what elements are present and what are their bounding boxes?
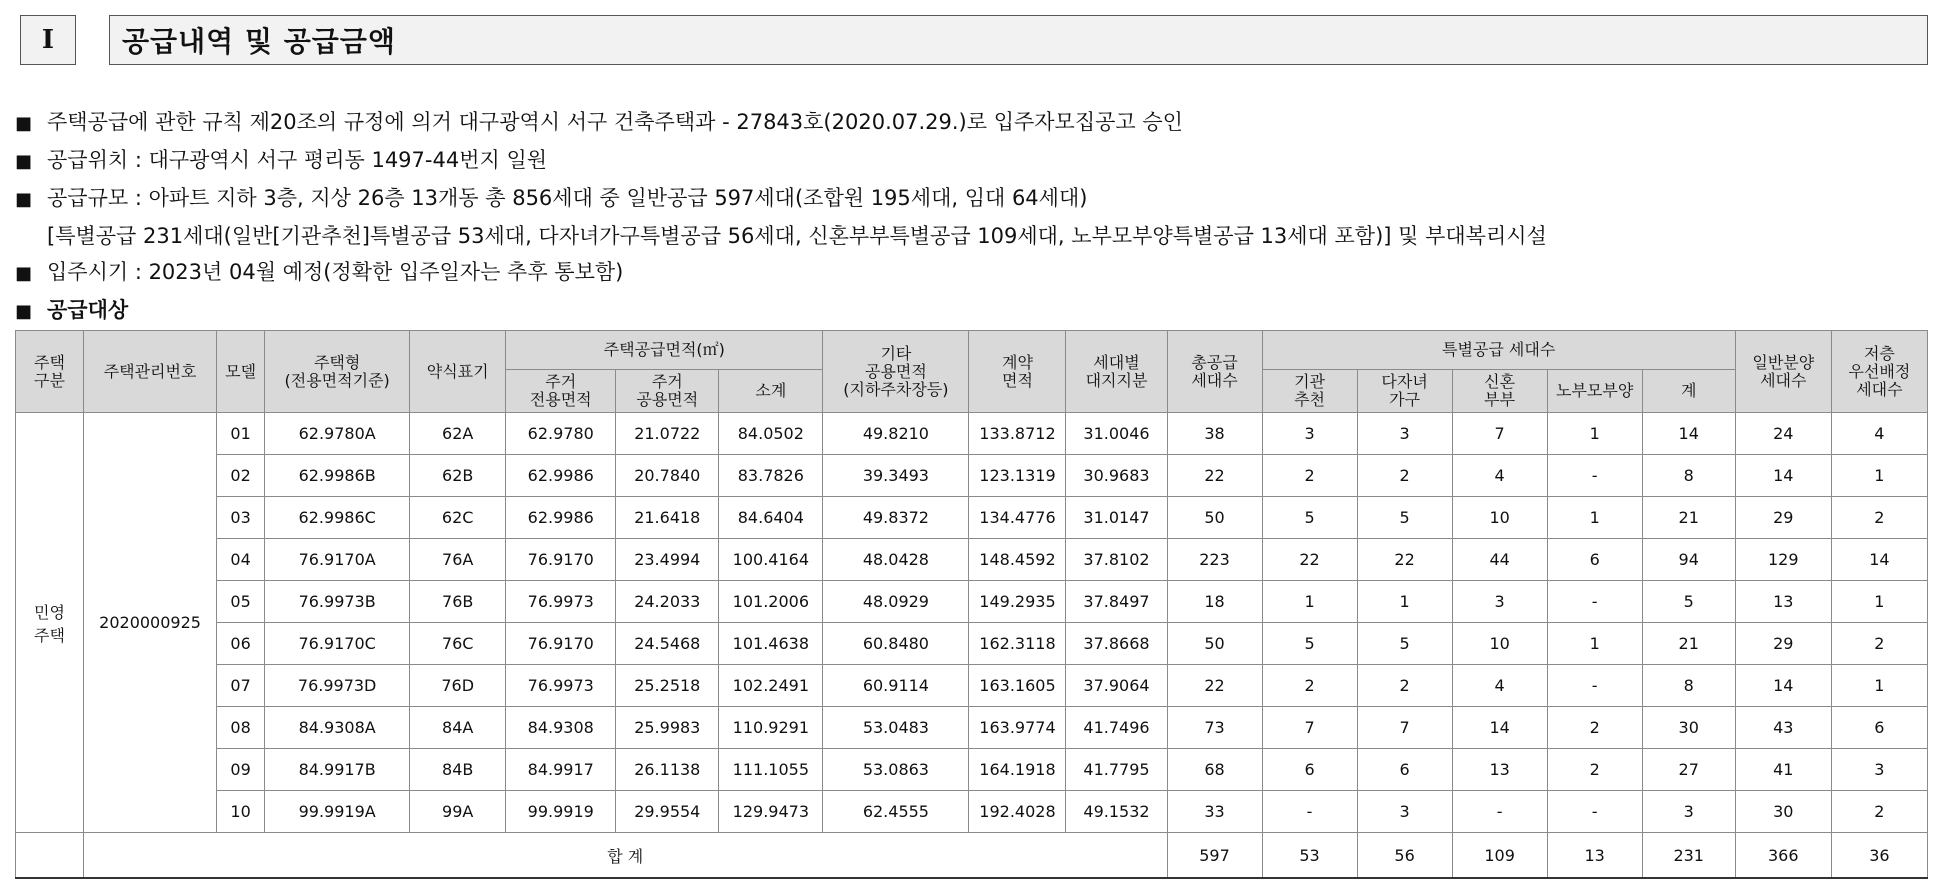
cell-other-common: 53.0483 (823, 707, 969, 749)
cell-house-type: 76.9973B (265, 581, 410, 623)
cell-total-blank (16, 833, 84, 879)
cell-other-common: 49.8372 (823, 497, 969, 539)
col-elder: 노부모부양 (1547, 370, 1642, 413)
cell-newlywed: 14 (1452, 707, 1547, 749)
cell-multi: 7 (1357, 707, 1452, 749)
section-title: 공급내역 및 공급금액 (109, 15, 1928, 65)
cell-contract-area: 133.8712 (969, 413, 1066, 455)
cell-elder: - (1547, 455, 1642, 497)
cell-land-share: 31.0046 (1066, 413, 1167, 455)
cell-house-type: 62.9780A (265, 413, 410, 455)
cell-model: 01 (217, 413, 265, 455)
cell-inst: 2 (1262, 455, 1357, 497)
cell-common: 25.2518 (616, 665, 719, 707)
table-row (16, 791, 1928, 833)
note-text: 입주시기 : 2023년 04월 예정(정확한 입주일자는 추후 통보함) (47, 260, 624, 284)
cell-other-common: 60.8480 (823, 623, 969, 665)
col-general-units: 일반분양 세대수 (1735, 331, 1831, 413)
col-land-share: 세대별 대지지분 (1066, 331, 1167, 413)
cell-exclusive: 76.9973 (506, 581, 616, 623)
cell-contract-area: 192.4028 (969, 791, 1066, 833)
cell-inst: 5 (1262, 497, 1357, 539)
cell-housing-type: 민영 주택 (16, 413, 84, 833)
table-row (16, 539, 1928, 581)
note-text: 공급위치 : 대구광역시 서구 평리동 1497-44번지 일원 (47, 148, 548, 172)
cell-newlywed: 13 (1452, 749, 1547, 791)
cell-total-label: 합 계 (84, 833, 1167, 879)
cell-inst: - (1262, 791, 1357, 833)
col-low-floor: 저층 우선배정 세대수 (1831, 331, 1927, 413)
cell-newlywed: 10 (1452, 497, 1547, 539)
cell-contract-area: 163.9774 (969, 707, 1066, 749)
cell-special-sum: 94 (1642, 539, 1735, 581)
cell-exclusive: 76.9170 (506, 539, 616, 581)
cell-land-share: 41.7795 (1066, 749, 1167, 791)
cell-model: 07 (217, 665, 265, 707)
cell-model: 05 (217, 581, 265, 623)
cell-total-units: 223 (1167, 539, 1262, 581)
table-body (16, 413, 1928, 879)
cell-land-share: 30.9683 (1066, 455, 1167, 497)
cell-land-share: 41.7496 (1066, 707, 1167, 749)
cell-total-special-sum: 231 (1642, 833, 1735, 879)
cell-contract-area: 163.1605 (969, 665, 1066, 707)
cell-low-floor: 14 (1831, 539, 1927, 581)
cell-newlywed: 10 (1452, 623, 1547, 665)
cell-land-share: 37.8102 (1066, 539, 1167, 581)
col-common: 주거 공용면적 (616, 370, 719, 413)
cell-common: 24.5468 (616, 623, 719, 665)
cell-model: 02 (217, 455, 265, 497)
col-total-units: 총공급 세대수 (1167, 331, 1262, 413)
cell-model: 06 (217, 623, 265, 665)
cell-total-inst: 53 (1262, 833, 1357, 879)
cell-multi: 1 (1357, 581, 1452, 623)
cell-low-floor: 1 (1831, 581, 1927, 623)
cell-low-floor: 1 (1831, 455, 1927, 497)
col-model: 모델 (217, 331, 265, 413)
cell-abbr: 76D (410, 665, 506, 707)
cell-general-units: 41 (1735, 749, 1831, 791)
col-exclusive: 주거 전용면적 (506, 370, 616, 413)
cell-contract-area: 149.2935 (969, 581, 1066, 623)
cell-subtotal: 83.7826 (719, 455, 823, 497)
cell-multi: 3 (1357, 791, 1452, 833)
cell-other-common: 48.0929 (823, 581, 969, 623)
cell-other-common: 39.3493 (823, 455, 969, 497)
cell-elder: 2 (1547, 749, 1642, 791)
cell-model: 08 (217, 707, 265, 749)
bullet: ■ (15, 263, 33, 284)
cell-exclusive: 84.9917 (506, 749, 616, 791)
cell-abbr: 76C (410, 623, 506, 665)
cell-model: 04 (217, 539, 265, 581)
cell-subtotal: 100.4164 (719, 539, 823, 581)
cell-inst: 22 (1262, 539, 1357, 581)
col-supply-area: 주택공급면적(㎡) (506, 331, 823, 370)
col-inst: 기관 추천 (1262, 370, 1357, 413)
cell-elder: 1 (1547, 497, 1642, 539)
col-contract-area: 계약 면적 (969, 331, 1066, 413)
cell-exclusive: 62.9986 (506, 497, 616, 539)
cell-total-low-floor: 36 (1831, 833, 1927, 879)
bullet: ■ (15, 151, 33, 172)
cell-common: 29.9554 (616, 791, 719, 833)
cell-elder: - (1547, 581, 1642, 623)
table-header-row (16, 331, 1928, 370)
cell-house-type: 76.9170A (265, 539, 410, 581)
cell-land-share: 37.9064 (1066, 665, 1167, 707)
cell-abbr: 62A (410, 413, 506, 455)
col-newlywed: 신혼 부부 (1452, 370, 1547, 413)
cell-common: 21.0722 (616, 413, 719, 455)
cell-total-multi: 56 (1357, 833, 1452, 879)
table-row (16, 581, 1928, 623)
cell-contract-area: 148.4592 (969, 539, 1066, 581)
cell-other-common: 49.8210 (823, 413, 969, 455)
note-scale (15, 180, 1547, 218)
cell-general-units: 43 (1735, 707, 1831, 749)
cell-exclusive: 76.9170 (506, 623, 616, 665)
cell-multi: 2 (1357, 455, 1452, 497)
table-row (16, 413, 1928, 455)
cell-exclusive: 76.9973 (506, 665, 616, 707)
cell-subtotal: 101.4638 (719, 623, 823, 665)
cell-contract-area: 123.1319 (969, 455, 1066, 497)
cell-newlywed: - (1452, 791, 1547, 833)
cell-abbr: 62C (410, 497, 506, 539)
table-row (16, 623, 1928, 665)
cell-special-sum: 21 (1642, 623, 1735, 665)
cell-land-share: 31.0147 (1066, 497, 1167, 539)
cell-general-units: 29 (1735, 623, 1831, 665)
cell-exclusive: 62.9986 (506, 455, 616, 497)
supply-table (15, 330, 1928, 879)
cell-common: 20.7840 (616, 455, 719, 497)
col-housing-type: 주택 구분 (16, 331, 84, 413)
cell-general-units: 24 (1735, 413, 1831, 455)
cell-elder: - (1547, 665, 1642, 707)
cell-elder: 2 (1547, 707, 1642, 749)
cell-house-type: 99.9919A (265, 791, 410, 833)
cell-inst: 5 (1262, 623, 1357, 665)
cell-multi: 22 (1357, 539, 1452, 581)
cell-total-units: 38 (1167, 413, 1262, 455)
cell-model: 09 (217, 749, 265, 791)
table-row (16, 749, 1928, 791)
cell-model: 03 (217, 497, 265, 539)
cell-mgmt-no: 2020000925 (84, 413, 217, 833)
cell-general-units: 30 (1735, 791, 1831, 833)
table-row (16, 665, 1928, 707)
cell-low-floor: 4 (1831, 413, 1927, 455)
col-other-common: 기타 공용면적 (지하주차장등) (823, 331, 969, 413)
cell-multi: 2 (1357, 665, 1452, 707)
col-multi: 다자녀 가구 (1357, 370, 1452, 413)
cell-multi: 5 (1357, 497, 1452, 539)
table-total-row (16, 833, 1928, 879)
cell-special-sum: 8 (1642, 665, 1735, 707)
cell-subtotal: 111.1055 (719, 749, 823, 791)
cell-total-units: 18 (1167, 581, 1262, 623)
bullet: ■ (15, 113, 33, 134)
col-subtotal: 소계 (719, 370, 823, 413)
cell-exclusive: 62.9780 (506, 413, 616, 455)
cell-newlywed: 44 (1452, 539, 1547, 581)
cell-special-sum: 14 (1642, 413, 1735, 455)
cell-total-units: 73 (1167, 707, 1262, 749)
cell-other-common: 48.0428 (823, 539, 969, 581)
cell-common: 24.2033 (616, 581, 719, 623)
cell-other-common: 60.9114 (823, 665, 969, 707)
cell-general-units: 13 (1735, 581, 1831, 623)
note-move-in (15, 254, 1547, 292)
cell-low-floor: 6 (1831, 707, 1927, 749)
section-number: I (20, 15, 76, 65)
note-text: 주택공급에 관한 규칙 제20조의 규정에 의거 대구광역시 서구 건축주택과 - 27843호(2020.07.29.)로 입주자모집공고 승인 (47, 110, 1183, 134)
table-row (16, 707, 1928, 749)
cell-model: 10 (217, 791, 265, 833)
cell-common: 23.4994 (616, 539, 719, 581)
cell-elder: 1 (1547, 623, 1642, 665)
cell-land-share: 37.8497 (1066, 581, 1167, 623)
cell-subtotal: 84.0502 (719, 413, 823, 455)
note-approval (15, 104, 1547, 142)
cell-abbr: 84B (410, 749, 506, 791)
cell-total-units: 33 (1167, 791, 1262, 833)
cell-elder: - (1547, 791, 1642, 833)
col-house-type: 주택형 (전용면적기준) (265, 331, 410, 413)
cell-subtotal: 110.9291 (719, 707, 823, 749)
col-special-units: 특별공급 세대수 (1262, 331, 1735, 370)
cell-contract-area: 162.3118 (969, 623, 1066, 665)
cell-special-sum: 30 (1642, 707, 1735, 749)
cell-subtotal: 129.9473 (719, 791, 823, 833)
cell-total-units: 22 (1167, 665, 1262, 707)
note-supply-target (15, 292, 1547, 330)
note-text: 공급규모 : 아파트 지하 3층, 지상 26층 13개동 총 856세대 중 일반공급 597세대(조합원 195세대, 임대 64세대) (47, 186, 1088, 210)
cell-common: 21.6418 (616, 497, 719, 539)
cell-house-type: 84.9917B (265, 749, 410, 791)
cell-house-type: 84.9308A (265, 707, 410, 749)
cell-low-floor: 2 (1831, 497, 1927, 539)
cell-multi: 6 (1357, 749, 1452, 791)
cell-low-floor: 3 (1831, 749, 1927, 791)
cell-abbr: 62B (410, 455, 506, 497)
cell-land-share: 49.1532 (1066, 791, 1167, 833)
cell-newlywed: 3 (1452, 581, 1547, 623)
cell-abbr: 76A (410, 539, 506, 581)
cell-elder: 6 (1547, 539, 1642, 581)
note-text: [특별공급 231세대(일반[기관추천]특별공급 53세대, 다자녀가구특별공급 56세대, 신혼부부특별공급 109세대, 노부모부양특별공급 13세대 포함)] 및 부대복리시설 (47, 224, 1547, 248)
cell-special-sum: 3 (1642, 791, 1735, 833)
cell-inst: 1 (1262, 581, 1357, 623)
cell-low-floor: 1 (1831, 665, 1927, 707)
col-special-sum: 계 (1642, 370, 1735, 413)
cell-newlywed: 7 (1452, 413, 1547, 455)
cell-contract-area: 134.4776 (969, 497, 1066, 539)
bullet: ■ (15, 189, 33, 210)
cell-inst: 3 (1262, 413, 1357, 455)
cell-low-floor: 2 (1831, 623, 1927, 665)
cell-total-total-units: 597 (1167, 833, 1262, 879)
cell-common: 26.1138 (616, 749, 719, 791)
cell-total-newlywed: 109 (1452, 833, 1547, 879)
cell-newlywed: 4 (1452, 665, 1547, 707)
cell-general-units: 14 (1735, 455, 1831, 497)
cell-total-elder: 13 (1547, 833, 1642, 879)
cell-special-sum: 27 (1642, 749, 1735, 791)
cell-other-common: 62.4555 (823, 791, 969, 833)
bullet: ■ (15, 301, 33, 322)
cell-general-units: 29 (1735, 497, 1831, 539)
cell-special-sum: 21 (1642, 497, 1735, 539)
notes-list (15, 104, 1547, 330)
cell-exclusive: 99.9919 (506, 791, 616, 833)
cell-subtotal: 102.2491 (719, 665, 823, 707)
cell-house-type: 76.9973D (265, 665, 410, 707)
cell-inst: 2 (1262, 665, 1357, 707)
cell-inst: 6 (1262, 749, 1357, 791)
note-text: 공급대상 (47, 298, 129, 322)
cell-total-units: 50 (1167, 623, 1262, 665)
cell-abbr: 84A (410, 707, 506, 749)
cell-multi: 5 (1357, 623, 1452, 665)
cell-total-units: 22 (1167, 455, 1262, 497)
cell-abbr: 99A (410, 791, 506, 833)
cell-exclusive: 84.9308 (506, 707, 616, 749)
cell-total-units: 50 (1167, 497, 1262, 539)
cell-inst: 7 (1262, 707, 1357, 749)
cell-general-units: 14 (1735, 665, 1831, 707)
cell-land-share: 37.8668 (1066, 623, 1167, 665)
col-mgmt-no: 주택관리번호 (84, 331, 217, 413)
cell-abbr: 76B (410, 581, 506, 623)
cell-other-common: 53.0863 (823, 749, 969, 791)
cell-special-sum: 5 (1642, 581, 1735, 623)
cell-multi: 3 (1357, 413, 1452, 455)
cell-total-general-units: 366 (1735, 833, 1831, 879)
cell-elder: 1 (1547, 413, 1642, 455)
col-abbr: 약식표기 (410, 331, 506, 413)
cell-total-units: 68 (1167, 749, 1262, 791)
cell-common: 25.9983 (616, 707, 719, 749)
cell-newlywed: 4 (1452, 455, 1547, 497)
cell-house-type: 62.9986B (265, 455, 410, 497)
table-row (16, 497, 1928, 539)
cell-subtotal: 101.2006 (719, 581, 823, 623)
cell-general-units: 129 (1735, 539, 1831, 581)
note-location (15, 142, 1547, 180)
cell-subtotal: 84.6404 (719, 497, 823, 539)
cell-house-type: 62.9986C (265, 497, 410, 539)
table-row (16, 455, 1928, 497)
cell-low-floor: 2 (1831, 791, 1927, 833)
note-scale-continued (15, 218, 1547, 254)
cell-house-type: 76.9170C (265, 623, 410, 665)
cell-special-sum: 8 (1642, 455, 1735, 497)
cell-contract-area: 164.1918 (969, 749, 1066, 791)
